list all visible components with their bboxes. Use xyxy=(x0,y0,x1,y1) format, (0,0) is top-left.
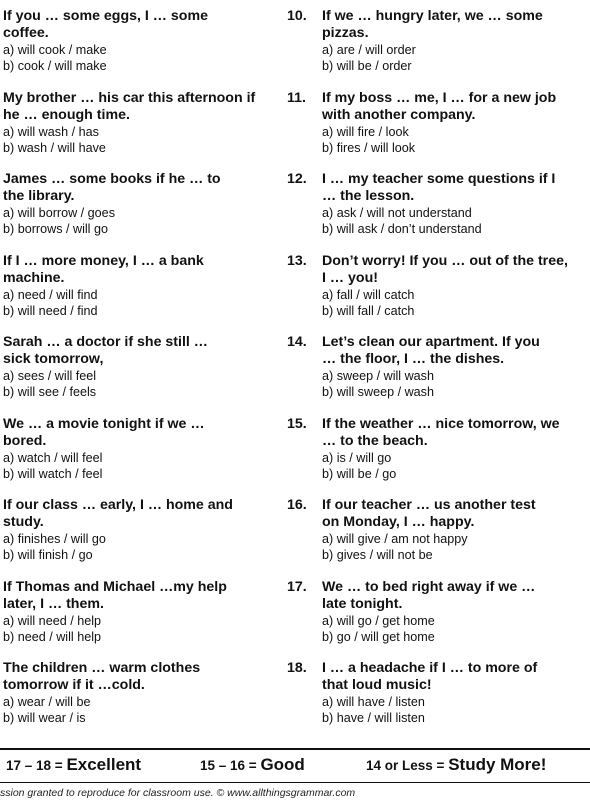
question-stem-line: We … a movie tonight if we … xyxy=(3,415,205,432)
option-a: a) is / will go xyxy=(322,450,392,465)
score-equals: = xyxy=(51,758,67,773)
score-label: Excellent xyxy=(66,755,142,774)
question-stem-line: with another company. xyxy=(322,106,476,123)
option-b: b) will be / order xyxy=(322,59,412,73)
option-a: a) wear / will be xyxy=(3,695,91,709)
question-stem-line: that loud music! xyxy=(322,677,432,693)
option-a: a) finishes / will go xyxy=(3,532,106,546)
option-b: b) go / will get home xyxy=(322,629,435,644)
question-number: 15. xyxy=(287,415,307,432)
question-stem-line: bored. xyxy=(3,432,47,449)
question-stem-line: If my boss … me, I … for a new job xyxy=(322,89,557,106)
score-excellent xyxy=(6,755,141,775)
option-b: b) cook / will make xyxy=(3,59,107,73)
score-good xyxy=(200,755,305,775)
question-stem-line: study. xyxy=(3,514,44,530)
footer-divider xyxy=(0,782,590,783)
question-item xyxy=(287,334,587,416)
option-b: b) will watch / feel xyxy=(3,466,103,481)
question-stem-line: If Thomas and Michael …my help xyxy=(3,578,227,595)
question-stem-line: machine. xyxy=(3,269,65,286)
option-a: a) fall / will catch xyxy=(322,287,415,302)
question-number: 10. xyxy=(287,8,307,24)
question-stem-line: If I … more money, I … a bank xyxy=(3,252,204,269)
option-b: b) will finish / go xyxy=(3,548,93,562)
score-label: Good xyxy=(260,755,305,774)
question-stem-line: the library. xyxy=(3,188,75,204)
score-range: 17 – 18 xyxy=(6,758,52,773)
scoring-bar xyxy=(0,748,590,782)
option-a: a) sees / will feel xyxy=(3,369,97,383)
question-stem-line: Let’s clean our apartment. If you xyxy=(322,334,540,350)
question-stem-line: We … to bed right away if we … xyxy=(322,578,536,595)
question-stem-line: later, I … them. xyxy=(3,595,104,612)
option-a: a) will need / help xyxy=(3,613,102,628)
question-stem-line: on Monday, I … happy. xyxy=(322,514,475,530)
right-question-column xyxy=(287,8,587,742)
option-b: b) gives / will not be xyxy=(322,548,433,562)
question-stem-line: late tonight. xyxy=(322,595,403,612)
score-equals: = xyxy=(245,758,261,773)
question-stem-line: If the weather … nice tomorrow, we xyxy=(322,415,560,432)
question-item xyxy=(3,416,281,498)
option-a: a) sweep / will wash xyxy=(322,369,434,383)
option-a: a) will have / listen xyxy=(322,695,425,709)
question-stem-line: Don’t worry! If you … out of the tree, xyxy=(322,252,568,269)
option-b: b) will wear / is xyxy=(3,711,86,725)
score-range: 14 or Less xyxy=(366,758,433,773)
option-a: a) need / will find xyxy=(3,287,98,302)
question-item xyxy=(287,416,587,498)
question-number: 16. xyxy=(287,497,307,513)
question-item xyxy=(3,579,281,661)
option-a: a) will cook / make xyxy=(3,43,107,57)
question-item xyxy=(3,171,281,253)
option-a: a) ask / will not understand xyxy=(322,206,472,220)
question-stem-line: If our class … early, I … home and xyxy=(3,497,233,513)
question-item xyxy=(3,497,281,579)
option-a: a) will borrow / goes xyxy=(3,206,115,220)
option-b: b) fires / will look xyxy=(322,140,416,155)
question-number: 13. xyxy=(287,252,307,269)
question-item xyxy=(3,8,281,90)
score-equals: = xyxy=(432,758,449,773)
question-item xyxy=(287,497,587,579)
option-a: a) will wash / has xyxy=(3,124,99,139)
question-stem-line: I … a headache if I … to more of xyxy=(322,660,538,676)
option-b: b) need / will help xyxy=(3,629,102,644)
option-a: a) will fire / look xyxy=(322,124,409,139)
option-a: a) will give / am not happy xyxy=(322,532,468,546)
question-item xyxy=(3,253,281,335)
question-stem-line: pizzas. xyxy=(322,25,369,41)
option-a: a) watch / will feel xyxy=(3,450,103,465)
question-stem-line: I … you! xyxy=(322,269,378,286)
question-stem-line: The children … warm clothes xyxy=(3,660,201,676)
option-b: b) have / will listen xyxy=(322,711,425,725)
option-b: b) will fall / catch xyxy=(322,303,415,318)
question-stem-line: … the floor, I … the dishes. xyxy=(322,351,505,367)
question-stem-line: … the lesson. xyxy=(322,188,415,204)
question-stem-line: My brother … his car this afternoon if xyxy=(3,89,256,106)
question-number: 12. xyxy=(287,171,307,187)
option-a: a) will go / get home xyxy=(322,613,435,628)
score-study-more xyxy=(366,755,546,775)
left-question-column xyxy=(3,8,281,742)
option-a: a) are / will order xyxy=(322,43,416,57)
score-range: 15 – 16 xyxy=(200,758,246,773)
question-stem-line: coffee. xyxy=(3,25,49,41)
question-stem-line: If you … some eggs, I … some xyxy=(3,8,208,24)
question-item xyxy=(287,660,587,742)
option-b: b) will ask / don’t understand xyxy=(322,222,482,236)
question-stem-line: sick tomorrow, xyxy=(3,351,104,367)
question-stem-line: I … my teacher some questions if I xyxy=(322,171,556,187)
question-item xyxy=(287,90,587,172)
option-b: b) will need / find xyxy=(3,303,98,318)
question-item xyxy=(287,171,587,253)
question-item xyxy=(3,660,281,742)
question-item xyxy=(287,8,587,90)
copyright-footer: ssion granted to reproduce for classroom use. © www.allthingsgrammar.com xyxy=(0,787,356,799)
question-number: 18. xyxy=(287,660,307,676)
question-stem-line: If we … hungry later, we … some xyxy=(322,8,543,24)
question-item xyxy=(287,253,587,335)
option-b: b) will see / feels xyxy=(3,385,97,399)
question-item xyxy=(3,90,281,172)
question-number: 11. xyxy=(287,89,306,106)
option-b: b) wash / will have xyxy=(3,140,106,155)
question-stem-line: If our teacher … us another test xyxy=(322,497,536,513)
option-b: b) will be / go xyxy=(322,466,397,481)
question-stem-line: Sarah … a doctor if she still … xyxy=(3,334,208,350)
option-b: b) will sweep / wash xyxy=(322,385,434,399)
option-b: b) borrows / will go xyxy=(3,222,108,236)
question-item xyxy=(3,334,281,416)
question-stem-line: tomorrow if it …cold. xyxy=(3,677,145,693)
question-stem-line: he … enough time. xyxy=(3,106,130,123)
question-stem-line: … to the beach. xyxy=(322,432,428,449)
question-item xyxy=(287,579,587,661)
question-stem-line: James … some books if he … to xyxy=(3,171,221,187)
score-label: Study More! xyxy=(448,755,547,774)
question-number: 14. xyxy=(287,334,307,350)
question-number: 17. xyxy=(287,578,307,595)
